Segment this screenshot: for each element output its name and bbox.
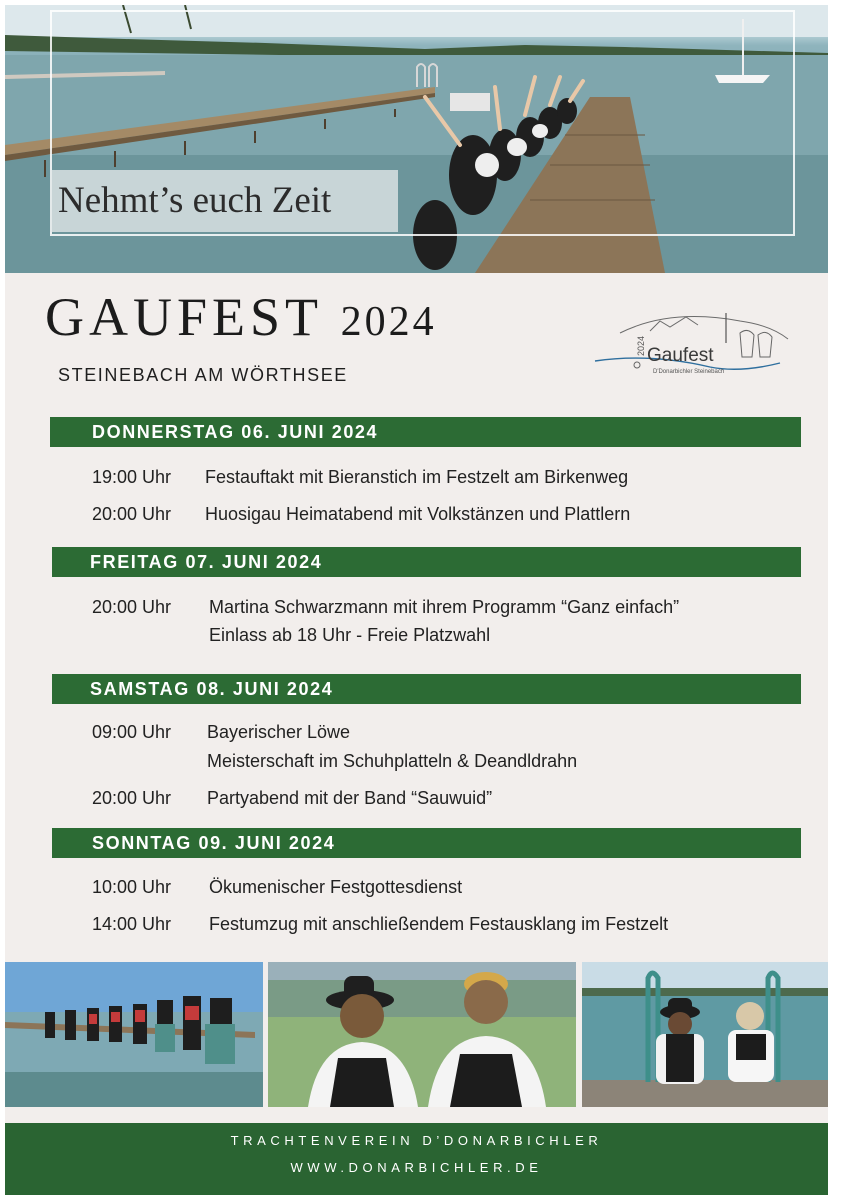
event-time: 20:00 Uhr [92,788,172,808]
poster [5,5,828,1195]
day-header-sonntag: SONNTAG 09. JUNI 2024 [52,828,801,858]
event-time: 14:00 Uhr [92,914,172,934]
event-time: 20:00 Uhr [92,597,172,617]
event-description: Martina Schwarzmann mit ihrem Programm “Ganz einfach” [209,597,680,617]
event-time: 19:00 Uhr [92,467,172,487]
day-header-donnerstag: DONNERSTAG 06. JUNI 2024 [50,417,801,447]
event-description: Festumzug mit anschließendem Festausklang im Festzelt [209,914,669,934]
photo-dancers-from-behind [268,962,576,1107]
footer [5,1123,828,1195]
location-subtitle: STEINEBACH AM WÖRTHSEE [58,365,348,385]
day-header-samstag: SAMSTAG 08. JUNI 2024 [52,674,801,704]
event-description: Meisterschaft im Schuhplatteln & Deandldrahn [207,751,578,771]
logo-year: 2024 [636,335,647,357]
event-description: Ökumenischer Festgottesdienst [209,877,463,897]
page-title [45,287,437,352]
title-year: 2024 [340,299,437,345]
photo-children-on-dock [582,962,828,1107]
logo-subtext: D'Donarbichler Steinebach [653,369,725,375]
event-time: 10:00 Uhr [92,877,172,897]
title-text: GAUFEST [45,287,323,347]
event-description: Festauftakt mit Bieranstich im Festzelt am Birkenweg [205,467,629,487]
photo-group-on-jetty [5,962,263,1107]
event-description: Huosigau Heimatabend mit Volkstänzen und Plattlern [205,504,631,524]
event-description: Partyabend mit der Band “Sauwuid” [207,788,493,808]
day-header-freitag: FREITAG 07. JUNI 2024 [52,547,801,577]
event-time: 09:00 Uhr [92,722,172,742]
hero-caption: Nehmt’s euch Zeit [50,170,398,232]
footer-website-link[interactable]: WWW.DONARBICHLER.DE [290,1160,543,1175]
event-description: Einlass ab 18 Uhr - Freie Platzwahl [209,625,491,645]
event-time: 20:00 Uhr [92,504,172,524]
footer-organization: TRACHTENVEREIN D’DONARBICHLER [230,1133,603,1148]
logo-name: Gaufest [647,345,714,366]
hero-photo [5,5,828,273]
event-description: Bayerischer Löwe [207,722,351,742]
